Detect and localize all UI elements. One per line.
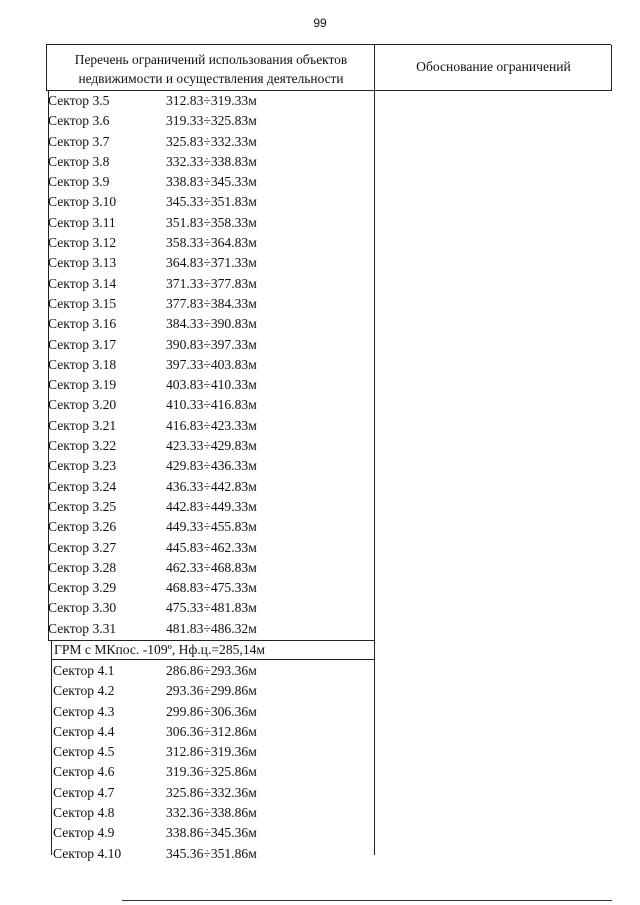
height-range: 312.83÷319.33м xyxy=(166,93,257,108)
height-range: 345.36÷351.86м xyxy=(166,845,257,861)
height-range: 325.86÷332.36м xyxy=(166,784,257,800)
table-row xyxy=(52,681,376,701)
section2-header xyxy=(52,640,374,660)
sector-name: Сектор 3.31 xyxy=(48,620,117,636)
height-range: 403.83÷410.33м xyxy=(166,377,257,393)
height-range: 384.33÷390.83м xyxy=(166,316,257,332)
height-range: 286.86÷293.36м xyxy=(166,663,257,678)
table-row xyxy=(46,497,376,517)
height-range: 462.33÷468.83м xyxy=(166,559,257,575)
table-row xyxy=(46,456,376,476)
table-row xyxy=(46,294,376,314)
table-row xyxy=(46,598,376,618)
height-range: 468.83÷475.33м xyxy=(166,580,257,596)
sector-name: Сектор 3.6 xyxy=(48,113,110,129)
sector-name: Сектор 3.14 xyxy=(48,275,117,291)
sector-name: Сектор 4.8 xyxy=(53,805,115,821)
table-row xyxy=(52,783,376,803)
sector-name: Сектор 3.5 xyxy=(48,93,110,108)
sector-name: Сектор 3.7 xyxy=(48,133,110,149)
height-range: 299.86÷306.36м xyxy=(166,703,257,719)
height-range: 351.83÷358.33м xyxy=(166,214,257,230)
table-row xyxy=(52,742,376,762)
table-right-border xyxy=(611,45,612,91)
sector-name: Сектор 3.30 xyxy=(48,600,117,616)
sector-name: Сектор 3.10 xyxy=(48,194,117,210)
height-range: 325.83÷332.33м xyxy=(166,133,257,149)
sector-name: Сектор 3.15 xyxy=(48,295,117,311)
header-restrictions-list xyxy=(52,50,370,88)
table-row xyxy=(46,477,376,497)
height-range: 319.33÷325.83м xyxy=(166,113,257,129)
height-range: 312.86÷319.36м xyxy=(166,744,257,760)
sector-name: Сектор 4.2 xyxy=(53,683,115,699)
sector-name: Сектор 4.9 xyxy=(53,825,115,841)
height-range: 449.33÷455.83м xyxy=(166,519,257,535)
table-row xyxy=(46,558,376,578)
header-left-line-2: недвижимости и осуществления деятельности xyxy=(78,71,344,86)
section2-rows xyxy=(52,661,376,864)
header-justification: Обоснование ограничений xyxy=(416,59,571,74)
height-range: 306.36÷312.86м xyxy=(166,723,257,739)
table-row xyxy=(46,578,376,598)
table-row xyxy=(52,844,376,864)
height-range: 332.33÷338.83м xyxy=(166,153,257,169)
table-row xyxy=(46,375,376,395)
sector-name: Сектор 4.10 xyxy=(53,845,122,861)
header-left-line-1: Перечень ограничений использования объектов xyxy=(74,52,348,67)
sector-name: Сектор 3.24 xyxy=(48,478,117,494)
table-row xyxy=(46,111,376,131)
sector-name: Сектор 3.11 xyxy=(48,214,116,230)
sector-name: Сектор 3.18 xyxy=(48,356,117,372)
sector-name: Сектор 3.28 xyxy=(48,559,117,575)
height-range: 423.33÷429.83м xyxy=(166,438,257,454)
sector-name: Сектор 4.5 xyxy=(53,744,115,760)
table-row xyxy=(46,436,376,456)
table-row xyxy=(46,172,376,192)
sector-name: Сектор 4.6 xyxy=(53,764,115,780)
sector-name: Сектор 3.8 xyxy=(48,153,110,169)
height-range: 481.83÷486.32м xyxy=(166,620,257,636)
sector-name: Сектор 3.17 xyxy=(48,336,117,352)
height-range: 364.83÷371.33м xyxy=(166,255,257,271)
sector-name: Сектор 4.7 xyxy=(53,784,115,800)
table-row xyxy=(46,538,376,558)
sector-name: Сектор 3.9 xyxy=(48,174,110,190)
table-row xyxy=(46,416,376,436)
sector-name: Сектор 3.21 xyxy=(48,417,117,433)
sector-name: Сектор 3.20 xyxy=(48,397,117,413)
table-row xyxy=(46,233,376,253)
footer-rule xyxy=(122,900,612,901)
sector-name: Сектор 3.25 xyxy=(48,498,117,514)
height-range: 475.33÷481.83м xyxy=(166,600,257,616)
sector-name: Сектор 3.27 xyxy=(48,539,117,555)
sector-name: Сектор 3.29 xyxy=(48,580,117,596)
table-row xyxy=(46,517,376,537)
height-range: 377.83÷384.33м xyxy=(166,295,257,311)
section1-rows xyxy=(46,91,376,639)
height-range: 338.83÷345.33м xyxy=(166,174,257,190)
sector-name: Сектор 4.3 xyxy=(53,703,115,719)
table-row xyxy=(46,91,376,111)
sector-name: Сектор 3.26 xyxy=(48,519,117,535)
table-row xyxy=(46,619,376,639)
table-row xyxy=(52,803,376,823)
sector-name: Сектор 4.1 xyxy=(53,663,115,678)
height-range: 397.33÷403.83м xyxy=(166,356,257,372)
height-range: 410.33÷416.83м xyxy=(166,397,257,413)
table-row xyxy=(46,213,376,233)
table-row xyxy=(52,823,376,843)
height-range: 442.83÷449.33м xyxy=(166,498,257,514)
table-row xyxy=(52,762,376,782)
table-row xyxy=(52,722,376,742)
table-row xyxy=(46,192,376,212)
height-range: 416.83÷423.33м xyxy=(166,417,257,433)
height-range: 332.36÷338.86м xyxy=(166,805,257,821)
sector-name: Сектор 3.16 xyxy=(48,316,117,332)
sector-name: Сектор 3.13 xyxy=(48,255,117,271)
table-row xyxy=(52,702,376,722)
height-range: 445.83÷462.33м xyxy=(166,539,257,555)
height-range: 436.33÷442.83м xyxy=(166,478,257,494)
height-range: 371.33÷377.83м xyxy=(166,275,257,291)
sector-name: Сектор 3.22 xyxy=(48,438,117,454)
table-row xyxy=(46,395,376,415)
restrictions-table xyxy=(46,44,611,861)
table-row xyxy=(52,661,376,681)
table-left-border xyxy=(46,45,47,91)
table-row xyxy=(46,274,376,294)
height-range: 319.36÷325.86м xyxy=(166,764,257,780)
table-row xyxy=(46,314,376,334)
height-range: 293.36÷299.86м xyxy=(166,683,257,699)
height-range: 390.83÷397.33м xyxy=(166,336,257,352)
table-row xyxy=(46,335,376,355)
sector-name: Сектор 3.12 xyxy=(48,235,117,251)
table-row xyxy=(46,355,376,375)
height-range: 358.33÷364.83м xyxy=(166,235,257,251)
table-row xyxy=(46,152,376,172)
height-range: 429.83÷436.33м xyxy=(166,458,257,474)
height-range: 345.33÷351.83м xyxy=(166,194,257,210)
sector-name: Сектор 4.4 xyxy=(53,723,115,739)
height-range: 338.86÷345.36м xyxy=(166,825,257,841)
table-row xyxy=(46,253,376,273)
sector-name: Сектор 3.19 xyxy=(48,377,117,393)
sector-name: Сектор 3.23 xyxy=(48,458,117,474)
table-row xyxy=(46,132,376,152)
page-number: 99 xyxy=(313,16,327,30)
section2-title: ГРМ с МКпос. -109º, Нф.ц.=285,14м xyxy=(54,642,266,657)
